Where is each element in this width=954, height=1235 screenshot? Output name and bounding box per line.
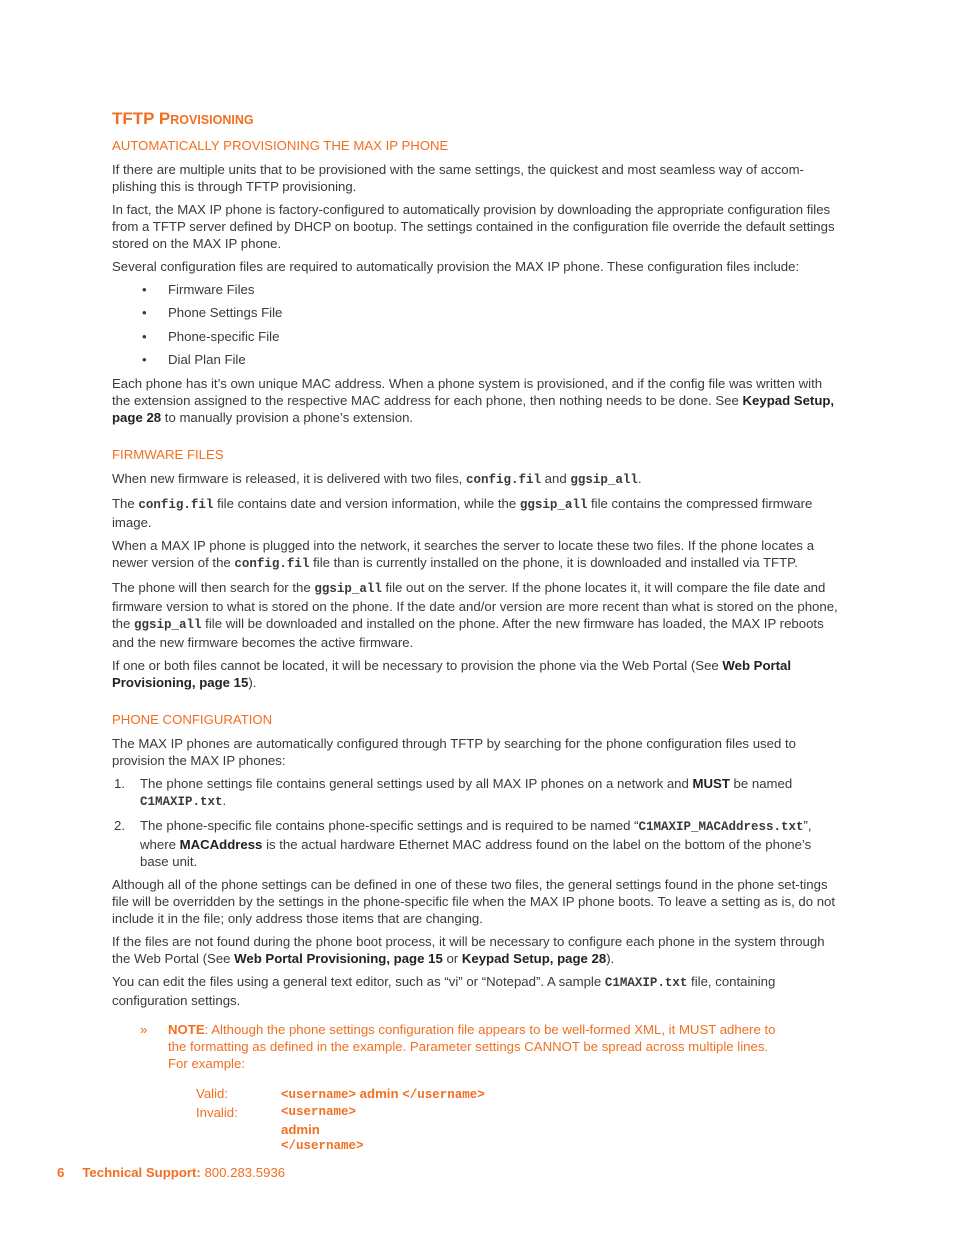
example-invalid-row: Invalid: <username> admin </username> (196, 1104, 364, 1153)
paragraph: Each phone has it’s own unique MAC address. When a phone system is provisioned, and if the config file was written with the extension assigned to the respective MAC address for each phone, then nothing needs to be done. See Keypad Setup, page 28 to manually provision a phone’s extension. (112, 375, 835, 425)
list-item: 2. The phone-specific file contains phone-specific settings and is required to be named “C1MAXIP_MACAddress.txt”, where MACAddress is the actual hardware Ethernet MAC address found on the label on the bottom of the phone’s base unit. (114, 817, 812, 869)
paragraph: If one or both files cannot be located, it will be necessary to provision the phone via the Web Portal (See Web Portal Provisioning, page 15). (112, 657, 792, 690)
paragraph: Several configuration files are required to automatically provision the MAX IP phone. These configuration files include: (112, 259, 800, 274)
config-files-numbered-list (112, 775, 838, 870)
page-number: 6 (57, 1165, 65, 1180)
list-item: • Dial Plan File (112, 351, 838, 368)
note-label: NOTE (168, 1021, 205, 1037)
list-item: • Phone Settings File (112, 304, 838, 321)
paragraph: The config.fil file contains date and version information, while the ggsip_all file contains the compressed firmware image. (112, 495, 813, 530)
paragraph: In fact, the MAX IP phone is factory-configured to automatically provision by downloading the appropriate configuration files from a TFTP server defined by DHCP on bootup. The settings contained in the configuration file override the default settings stored on the MAX IP phone. (112, 202, 835, 251)
section-heading-phone-configuration: PHONE CONFIGURATION (112, 711, 273, 727)
list-item: • Phone-specific File (112, 328, 838, 345)
keypad-setup-link[interactable]: Keypad Setup, page 28 (461, 950, 607, 966)
paragraph: The MAX IP phones are automatically configured through TFTP by searching for the phone configuration files used to provision the MAX IP phones: (112, 735, 796, 768)
note-callout: » NOTE: Although the phone settings configuration file appears to be well-formed XML, it MUST adhere to the formatting as defined in the example. Parameter settings CANNOT be spread across multiple lines. For example: (140, 1021, 776, 1071)
list-item: 1. The phone settings file contains general settings used by all MAX IP phones on a network and MUST be named C1MAXIP.txt. (114, 775, 793, 809)
paragraph: When a MAX IP phone is plugged into the network, it searches the server to locate these two files. If the phone locates a newer version of the config.fil file than is currently installed on the phone, it is downloaded and installed via TFTP. (112, 537, 815, 571)
web-portal-provisioning-link[interactable]: Web Portal Provisioning, page 15 (234, 950, 443, 966)
tech-support-phone: 800.283.5936 (200, 1165, 286, 1180)
section-heading-auto-provisioning: AUTOMATICALLY PROVISIONING THE MAX IP PHONE (112, 138, 449, 153)
keypad-setup-link[interactable]: Keypad Setup, page 28 (112, 392, 835, 425)
page-content (112, 108, 838, 1155)
xml-example (196, 1085, 838, 1155)
page-title: TFTP PROVISIONING (112, 109, 254, 128)
page-footer (57, 1165, 285, 1180)
paragraph: Although all of the phone settings can be defined in one of these two files, the general settings found in the phone set-tings file will be overridden by the settings in the phone-specific file when the MAX IP phone boots. To leave a setting as is, do not include it in the file; only address those items that are changing. (112, 876, 836, 926)
web-portal-provisioning-link[interactable]: Web Portal Provisioning, page 15 (112, 657, 792, 690)
section-heading-firmware-files: FIRMWARE FILES (112, 446, 224, 462)
paragraph: You can edit the files using a general text editor, such as “vi” or “Notepad”. A sample C1MAXIP.txt file, containing configuration settings. (112, 973, 776, 1008)
example-valid-row: Valid: <username> admin </username> (196, 1085, 485, 1102)
tech-support-label: Technical Support: (82, 1165, 201, 1180)
list-item: • Firmware Files (112, 281, 838, 298)
paragraph: If the files are not found during the phone boot process, it will be necessary to configure each phone in the system through the Web Portal (See Web Portal Provisioning, page 15 or Keypad Setup, page 28). (112, 933, 825, 966)
note-marker: » (140, 1021, 148, 1037)
paragraph: The phone will then search for the ggsip_all file out on the server. If the phone locates it, it will compare the file date and firmware version to what is stored on the phone. If the date and/or version are more recent than what is stored on the phone, the ggsip_all file will be downloaded and installed on the phone. After the new firmware has loaded, the MAX IP reboots and the new firmware becomes the active firmware. (112, 579, 838, 650)
paragraph: If there are multiple units that to be provisioned with the same settings, the quickest and most seamless way of accom-plishing this is through TFTP provisioning. (112, 162, 804, 194)
paragraph: When new firmware is released, it is delivered with two files, config.fil and ggsip_all. (112, 470, 642, 487)
config-files-list (112, 281, 838, 368)
